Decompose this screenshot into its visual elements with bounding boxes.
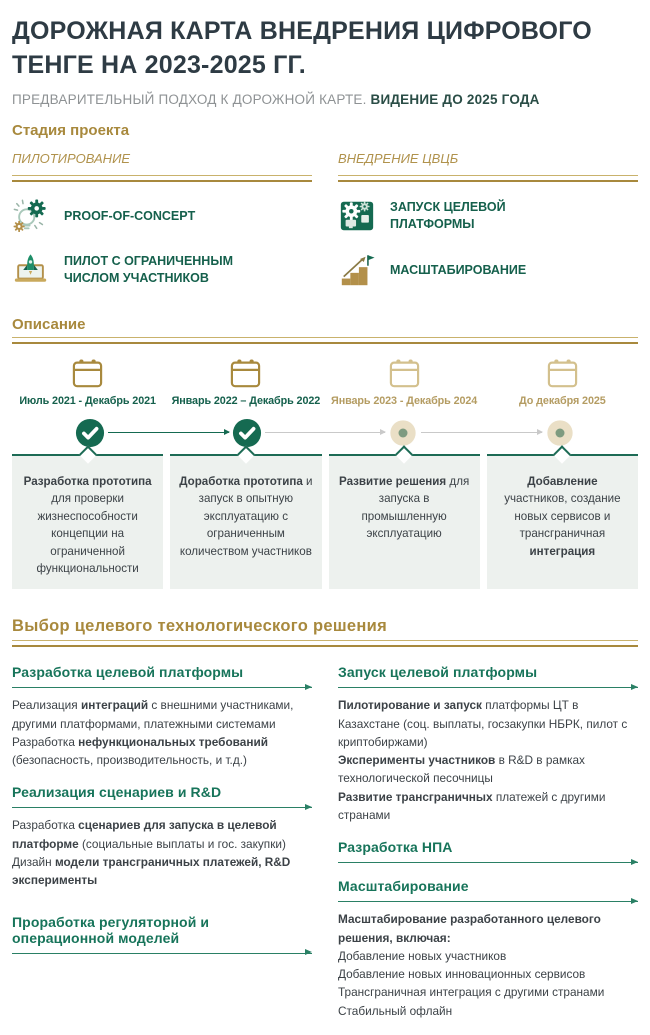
tech-line: Добавление новых участников: [338, 948, 507, 963]
pending-dot-icon: [388, 418, 418, 448]
check-circle-icon: [232, 418, 262, 448]
tech-block-scaling: [338, 878, 638, 1020]
stage-item-proof-of-concept: [12, 196, 312, 236]
pending-dot-icon: [545, 418, 575, 448]
tech-block-header: Запуск целевой платформы: [338, 664, 538, 681]
check-circle-icon: [75, 418, 105, 448]
tech-line: Масштабирование разработанного целевого решения, включая:: [338, 912, 601, 945]
arrow-line: [12, 953, 312, 954]
tech-block-header: Разработка НПА: [338, 839, 453, 856]
phase-description-box: Доработка прототипа и запуск в опытную эксплуатацию с ограниченным количеством участников: [170, 454, 321, 589]
stage-columns: [12, 151, 638, 290]
gold-divider: [12, 640, 638, 647]
stage-column-implementation: [338, 151, 638, 290]
tech-block-target-platform-dev: [12, 664, 312, 769]
idea-gears-icon: [12, 197, 50, 235]
calendar-icon: [388, 359, 421, 388]
stage-item-label: ПИЛОТ С ОГРАНИЧЕННЫМ ЧИСЛОМ УЧАСТНИКОВ: [64, 254, 233, 285]
arrow-line: [338, 901, 638, 902]
timeline-connector: [108, 432, 229, 433]
tech-block-npa: [338, 839, 638, 863]
phase-date: Январь 2023 - Декабрь 2024: [331, 395, 478, 407]
phase-date: Январь 2022 – Декабрь 2022: [171, 395, 321, 407]
growth-stairs-icon: [338, 251, 376, 289]
tech-column-left: [12, 664, 312, 968]
tech-line: Разработка нефункциональных требований (безопасность, производительность, и т.д.): [12, 734, 268, 768]
tech-block-header: Реализация сценариев и R&D: [12, 784, 222, 801]
stage-column-header: ВНЕДРЕНИЕ ЦВЦБ: [338, 151, 459, 166]
calendar-icon: [546, 359, 579, 388]
stage-item-label: ЗАПУСК ЦЕЛЕВОЙ ПЛАТФОРМЫ: [390, 200, 506, 231]
subtitle: [12, 92, 638, 107]
tech-block-target-platform-launch: [338, 664, 638, 824]
timeline-connector: [265, 432, 386, 433]
stage-heading: Стадия проекта: [12, 122, 130, 139]
tech-line: Разработка сценариев для запуска в целевой платформе (социальные выплаты и гос. закупки): [12, 818, 286, 851]
gold-divider: [12, 175, 312, 182]
stage-column-piloting: [12, 151, 312, 290]
tech-line: Трансграничная интеграция с другими странами: [338, 985, 605, 1000]
tech-column-right: [338, 664, 638, 1035]
phase-description-box: Добавление участников, создание новых сервисов и трансграничная интеграция: [487, 454, 638, 589]
calendar-icon: [71, 359, 104, 388]
subtitle-plain: ПРЕДВАРИТЕЛЬНЫЙ ПОДХОД К ДОРОЖНОЙ КАРТЕ.: [12, 92, 371, 107]
phase-calendar-row: [12, 359, 638, 388]
tech-line: Реализация интеграций с внешними участниками, другими платформами, платежными системами: [12, 698, 294, 731]
description-heading: Описание: [12, 316, 86, 333]
subtitle-accent: ВИДЕНИЕ ДО 2025 ГОДА: [370, 92, 540, 107]
tech-line: Добавление новых инновационных сервисов: [338, 967, 586, 982]
arrow-line: [338, 862, 638, 863]
phase-box-row: [12, 454, 638, 589]
arrow-line: [12, 807, 312, 808]
tech-block-scenarios-rnd: [12, 784, 312, 889]
phase-description-box: Разработка прототипа для проверки жизнеспособности концепции на ограниченной функциональности: [12, 454, 163, 589]
gold-divider: [12, 337, 638, 344]
tech-line: Пилотирование и запуск платформы ЦТ в Казахстане (соц. выплаты, госзакупки НБРК, пилот с криптобиржами): [338, 698, 628, 749]
rocket-laptop-icon: [12, 251, 50, 289]
phase-date-row: [12, 388, 638, 407]
tech-columns: [12, 664, 638, 1035]
tech-heading: Выбор целевого технологического решения: [12, 617, 388, 636]
tech-line: Дизайн модели трансграничных платежей, R&D эксперименты: [12, 855, 291, 888]
gold-divider: [338, 175, 638, 182]
calendar-icon: [229, 359, 262, 388]
tech-block-regulatory-models: [12, 914, 312, 954]
arrow-line: [338, 687, 638, 688]
tech-block-header: Проработка регуляторной и операционной моделей: [12, 913, 210, 946]
tech-line: Развитие трансграничных платежей с другими странами: [338, 789, 606, 823]
stage-item-label: PROOF-OF-CONCEPT: [64, 208, 196, 223]
stage-item-label: МАСШТАБИРОВАНИЕ: [390, 262, 527, 277]
tech-line: Стабильный офлайн: [338, 1003, 453, 1018]
arrow-line: [12, 687, 312, 688]
tech-block-header: Разработка целевой платформы: [12, 664, 244, 681]
stage-item-platform-launch: [338, 196, 638, 236]
tech-block-header: Масштабирование: [338, 878, 469, 895]
phase-date: До декабря 2025: [519, 395, 606, 407]
page-title: ДОРОЖНАЯ КАРТА ВНЕДРЕНИЯ ЦИФРОВОГО ТЕНГЕ НА 2023-2025 ГГ.: [12, 17, 592, 79]
stage-column-header: ПИЛОТИРОВАНИЕ: [12, 151, 131, 166]
timeline: [12, 416, 638, 452]
phase-date: Июль 2021 - Декабрь 2021: [19, 395, 156, 407]
phase-description-box: Развитие решения для запуска в промышленную эксплуатацию: [329, 454, 480, 589]
tech-line: Эксперименты участников в R&D в рамках технологической песочницы: [338, 753, 585, 786]
stage-item-scaling: [338, 250, 638, 290]
stage-item-limited-pilot: [12, 250, 312, 290]
platform-gears-icon: [338, 197, 376, 235]
timeline-connector: [421, 432, 542, 433]
